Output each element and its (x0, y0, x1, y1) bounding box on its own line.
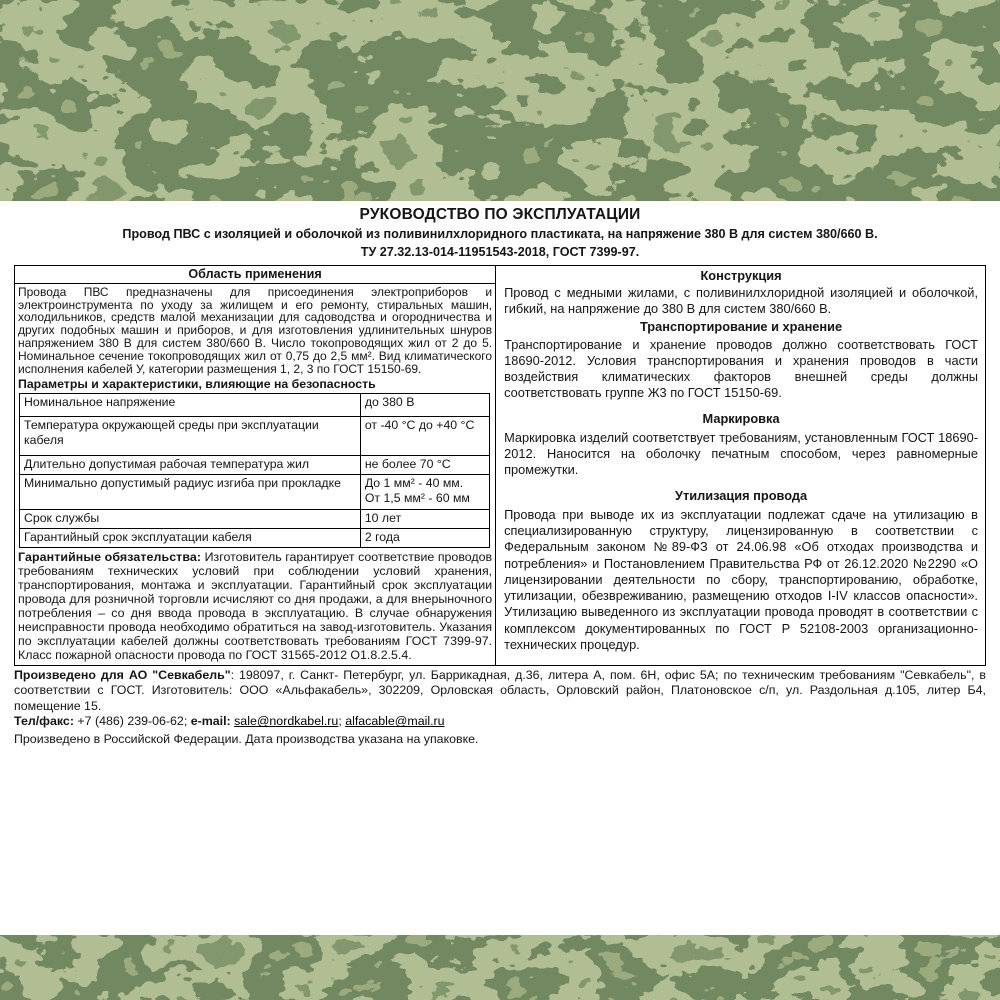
section-title-transport: Транспортирование и хранение (639, 319, 843, 335)
camo-texture-top (0, 0, 1000, 201)
email-link-nordkabel[interactable]: sale@nordkabel.ru (234, 714, 339, 729)
warranty-paragraph (18, 551, 492, 662)
param-name: Температура окружающей среды при эксплуатации кабеля (20, 416, 361, 455)
section-title-construction: Конструкция (700, 267, 782, 283)
section-title-parameters: Параметры и характеристики, влияющие на безопасность (18, 376, 376, 391)
table-row (20, 393, 490, 416)
manual-sheet (14, 201, 986, 748)
left-column (15, 266, 496, 665)
param-name: Минимально допустимый радиус изгиба при прокладке (20, 474, 361, 509)
section-title-application: Область применения (15, 266, 495, 284)
param-name: Номинальное напряжение (20, 393, 361, 416)
marking-paragraph: Маркировка изделий соответствует требованиям, установленным ГОСТ 18690-2012. Наносится на оболочку печатным способом, через равномерные промежутки. (504, 429, 978, 478)
param-name: Гарантийный срок эксплуатации кабеля (20, 529, 361, 548)
param-name: Длительно допустимая рабочая температура жил (20, 455, 361, 474)
param-value: 10 лет (360, 509, 489, 528)
warranty-label: Гарантийные обязательства: (18, 550, 202, 565)
contacts-line (14, 714, 986, 730)
email-label: e-mail: (190, 714, 235, 729)
disposal-paragraph: Провода при выводе их из эксплуатации подлежат сдаче на утилизацию в специализированную структуру, лицензированную в соответствии с Федеральным законом №89-ФЗ от 24.06.98 «Об отходах производства и потребления» и Постановлением Правительства РФ от 26.12.2020 №2290 «О лицензировании деятельности по сбору, транспортированию, обработке, утилизации, обезвреживанию, размещению отходов I-IV классов опасности». Утилизацию выведенного из эксплуатации провода проводят в соответствии с комплексом документированных по ГОСТ Р 52108-2003 организационно-технических процедур. (504, 506, 978, 652)
param-value-line2: От 1,5 мм² - 60 мм (364, 491, 470, 506)
section-title-disposal: Утилизация провода (675, 487, 808, 503)
manufacturer-info (14, 668, 986, 748)
param-value: 2 года (360, 529, 489, 548)
param-name: Срок службы (20, 509, 361, 528)
warranty-text: Изготовитель гарантирует соответствие проводов требованиям технических условий при соблюдении условий хранения, транспортирования, монтажа и эксплуатации. Гарантийный срок эксплуатации провода для розничной торговли исчисляют со дня продажи, а для внерыночного потребления – со дня ввода провода в эксплуатацию. В случае обнаружения неисправности провода необходимо обратиться на завод-изготовитель. Указания по эксплуатации кабелей должны соответствовать требованиям ГОСТ 7399-97. Класс пожарной опасности провода по ГОСТ 31565-2012 О1.8.2.5.4. (18, 550, 493, 662)
application-paragraph: Провода ПВС предназначены для присоединения электроприборов и электроинструмента по уходу за жилищем и его ремонту, стиральных машин, холодильников, средств малой механизации для садоводства и огородничества и других подобных машин и приборов, и для изготовления удлинительных шнуров напряжением 380 В для систем 380/660 В. Число токопроводящих жил от 2 до 5. Номинальное сечение токопроводящих жил от 0,75 до 2,5 мм². Вид климатического исполнения кабелей У, категории размещения 1, 2, 3 по ГОСТ 15150-69. (18, 284, 493, 376)
table-row (20, 416, 490, 455)
param-value (360, 474, 489, 509)
produced-for-label: Произведено для АО "Севкабель" (14, 667, 231, 682)
subtitle-product: Провод ПВС с изоляцией и оболочкой из поливинилхлоридного пластиката, на напряжение 380 В для систем 380/660 В. (122, 227, 878, 241)
param-value: от -40 °С до +40 °С (360, 416, 489, 455)
table-row (20, 509, 490, 528)
table-row (20, 455, 490, 474)
parameters-table (19, 393, 490, 549)
param-value: до 380 В (360, 393, 489, 416)
content-box (14, 265, 986, 666)
phone-label: Тел/факс: (14, 714, 74, 729)
email-separator: ; (338, 714, 346, 729)
phone-value: +7 (486) 239-06-62; (73, 714, 191, 729)
email-link-alfacable[interactable]: alfacable@mail.ru (345, 714, 445, 729)
param-value-line1: До 1 мм² - 40 мм. (364, 475, 464, 490)
table-row (20, 474, 490, 509)
camo-texture-bottom (0, 935, 1000, 1000)
produced-for-text: : 198097, г. Санкт- Петербург, ул. Баррикадная, д.36, литера А, пом. 6Н, офис 5А; по техническим требованиям "Севкабель", в соответствии с ГОСТ. Изготовитель: ООО «Альфакабель», 302209, Орловская область, Орловский район, Платоновское с/п, ул. Раздольная д.105, литер Б4, помещение 15. (14, 667, 986, 713)
produced-for-line (14, 668, 986, 715)
page-title: РУКОВОДСТВО ПО ЭКСПЛУАТАЦИИ (359, 206, 641, 223)
param-value: не более 70 °С (360, 455, 489, 474)
subtitle-standards: ТУ 27.32.13-014-11951543-2018, ГОСТ 7399-97. (360, 245, 640, 260)
made-in-line: Произведено в Российской Федерации. Дата производства указана на упаковке. (14, 732, 479, 747)
transport-paragraph: Транспортирование и хранение проводов должно соответствовать ГОСТ 18690-2012. Условия транспортирования и хранения проводов в части воздействия климатических факторов внешней среды должны соответствовать группе Ж3 по ГОСТ 15150-69. (504, 336, 978, 401)
table-row (20, 529, 490, 548)
right-column (496, 266, 985, 665)
section-title-marking: Маркировка (702, 410, 780, 426)
construction-paragraph: Провод с медными жилами, с поливинилхлоридной изоляцией и оболочкой, гибкий, на напряжение до 380 В для систем 380/660 В. (504, 284, 978, 317)
